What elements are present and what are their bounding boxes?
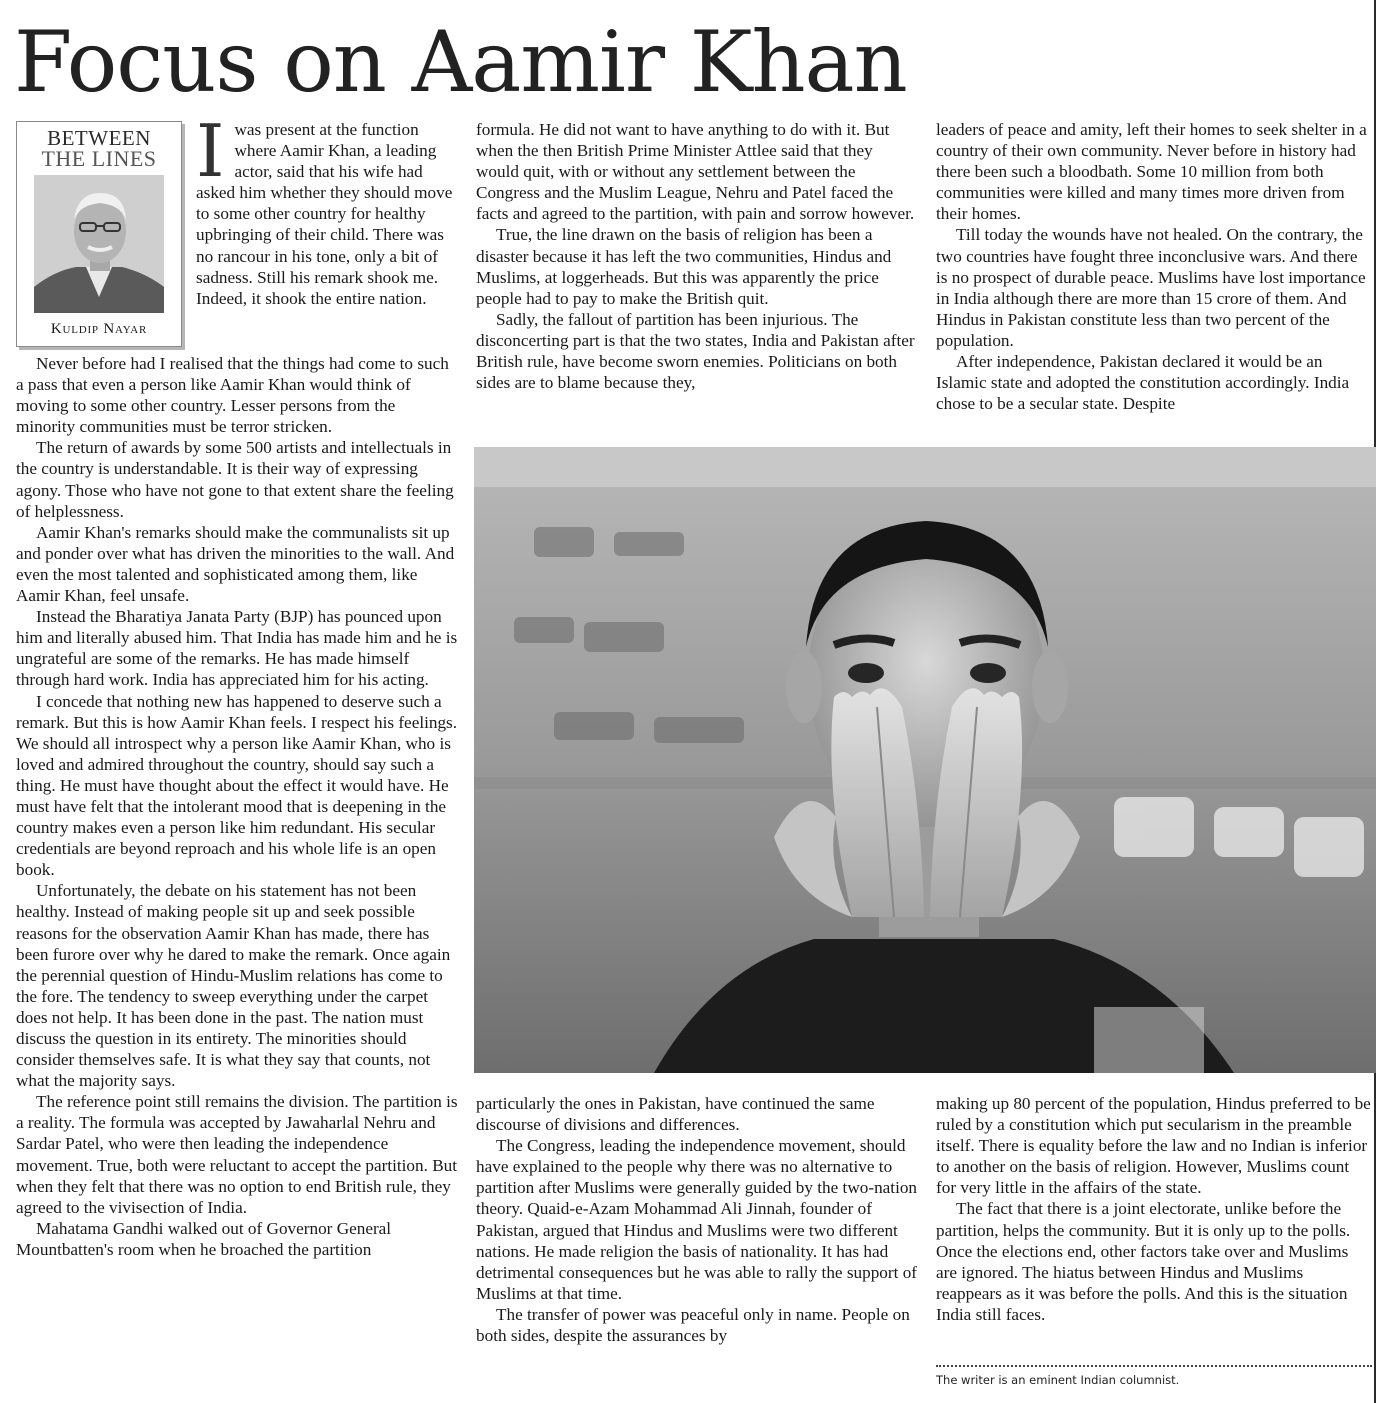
paragraph: The fact that there is a joint electorate, unlike before the partition, helps the community. But it is only up to the polls. Once the elections end, other factors take over and Muslims are ignored. The hiatus between Hindus and Muslims reappears as it was before the polls. And this is the situation India still faces. [936, 1199, 1351, 1324]
column-3-top [936, 119, 1372, 414]
paragraph: Never before had I realised that the things had come to such a pass that even a person like Aamir Khan would think of moving to some other country. Lesser persons from the minority communities must be terror stricken. [16, 354, 449, 437]
author-footnote: The writer is an eminent Indian columnist. [936, 1373, 1180, 1387]
column-2-bottom [476, 1093, 918, 1346]
paragraph: I concede that nothing new has happened to deserve such a remark. But this is how Aamir Khan feels. I respect his feelings. We should all introspect why a person like Aamir Khan, who is loved and admired throughout the country, should say such a thing. He must have thought about the effect it would have. He must have felt that the intolerant mood that is deepening in the country makes even a person like him redundant. His secular credentials are beyond reproach and his whole life is an open book. [16, 691, 458, 880]
byline-box [16, 121, 182, 347]
paragraph: The Congress, leading the independence movement, should have explained to the people why there was no alternative to partition after Muslims were generally guided by the two-nation theory. Quaid-e-Azam Mohammad Ali Jinnah, founder of Pakistan, argued that Hindus and Muslims were two different nations. He made religion the basis of nationality. It has had detrimental consequences but he was able to rally the support of Muslims at that time. [476, 1136, 918, 1303]
paragraph: The reference point still remains the division. The partition is a reality. The formula was accepted by Jawaharlal Nehru and Sardar Patel, who were then leading the independence movement. True, both were reluctant to accept the partition. But when they felt that there was no option to end British rule, they agreed to the vivisection of India. [16, 1092, 458, 1217]
paragraph: True, the line drawn on the basis of religion has been a disaster because it has left the two communities, Hindus and Muslims, at loggerheads. But this was apparently the price people had to pay to make the British quit. [476, 225, 892, 308]
paragraph: was present at the function where Aamir Khan, a leading actor, said that his wife had asked him whether they should move to some other country for healthy upbringing of their child. There was no rancour in his tone, only a bit of sadness. Still his remark shook me. Indeed, it shook the entire nation. [196, 120, 453, 308]
column-3-bottom [936, 1093, 1372, 1325]
paragraph: Aamir Khan's remarks should make the communalists sit up and ponder over what has driven the minorities to the wall. And even the most talented and sophisticated among them, like Aamir Khan, feel unsafe. [16, 522, 455, 606]
paragraph: The transfer of power was peaceful only in name. People on both sides, despite the assurances by [476, 1304, 910, 1346]
paragraph: particularly the ones in Pakistan, have continued the same discourse of divisions and differences. [476, 1094, 875, 1135]
column-2-top [476, 119, 918, 393]
paragraph: The return of awards by some 500 artists and intellectuals in the country is understandable. It is their way of expressing agony. Those who have not gone to that extent share the feeling of helplessness. [16, 438, 454, 521]
column-1 [16, 109, 458, 1260]
paragraph: Instead the Bharatiya Janata Party (BJP) has pounced upon him and literally abused him. That India has made him and he is ungrateful are some of the remarks. He has made himself through hard work. India has appreciated him for his acting. [16, 607, 458, 690]
drop-cap: I [196, 109, 225, 193]
column-kicker-line2: THE LINES [41, 146, 157, 171]
paragraph: After independence, Pakistan declared it would be an Islamic state and adopted the constitution accordingly. India chose to be a secular state. Despite [936, 352, 1350, 414]
author-name: Kuldip Nayar [50, 321, 148, 337]
paragraph: Unfortunately, the debate on his statement has not been healthy. Instead of making people sit up and seek possible reasons for the observation Aamir Khan has made, there has been furore over why he dared to make the remark. Once again the perennial question of Hindu-Muslim relations has come to the fore. The tendency to sweep everything under the carpet does not help. It has been done in the past. The nation must discuss the question in its entirety. The minorities should consider themselves safe. It is what they say that counts, not what the majority says. [16, 881, 451, 1091]
column-kicker-line1: BETWEEN [47, 126, 151, 150]
columnist-portrait-icon [34, 175, 164, 313]
paragraph: Sadly, the fallout of partition has been injurious. The disconcerting part is that the two states, India and Pakistan after British rule, have become sworn enemies. Politicians on both sides are to blame because they, [476, 309, 915, 393]
footnote-divider [936, 1365, 1372, 1367]
paragraph: formula. He did not want to have anything to do with it. But when the then British Prime Minister Attlee said that they would quit, with or without any settlement between the Congress and the Muslim League, Nehru and Patel faced the facts and agreed to the partition, with pain and sorrow however. [476, 120, 915, 224]
paragraph: Mahatama Gandhi walked out of Governor General Mountbatten's room when he broached the partition [16, 1218, 392, 1259]
paragraph: leaders of peace and amity, left their homes to seek shelter in a country of their own community. Never before in history had there been such a bloodbath. Some 10 million from both communities were killed and many times more driven from their homes. [936, 120, 1367, 224]
headline: Focus on Aamir Khan [14, 13, 907, 111]
paragraph: making up 80 percent of the population, Hindus preferred to be ruled by a constitution which put secularism in the preamble itself. There is equality before the law and no Indian is inferior to another on the basis of religion. However, Muslims count for very little in the affairs of the state. [936, 1094, 1371, 1198]
paragraph: Till today the wounds have not healed. On the contrary, the two countries have fought three inconclusive wars. And there is no prospect of durable peace. Muslims have lost importance in India although there are more than 15 crore of them. And Hindus in Pakistan constitute less than two percent of the population. [936, 225, 1366, 350]
aamir-khan-photo-icon [474, 447, 1376, 1073]
